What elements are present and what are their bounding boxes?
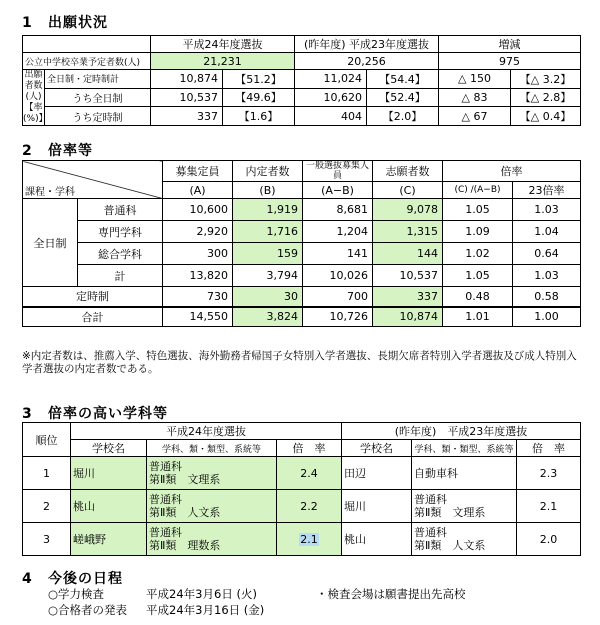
row-label: 総合学科 [78, 243, 163, 265]
section-title: 倍率等 [48, 143, 93, 159]
school-cell: 堀川 [342, 490, 412, 523]
value-cell: 10,874 [151, 70, 223, 89]
school-cell: 桃山 [342, 523, 412, 556]
row-label: うち定時制 [45, 107, 151, 126]
value-cell: 404 [295, 107, 367, 126]
section-number: 1 [22, 15, 33, 31]
rate-cell: 【1.6】 [223, 107, 295, 126]
cell-r23: 1.00 [513, 307, 581, 327]
header-school: 学校名 [71, 440, 147, 457]
school-cell: 堀川 [71, 457, 147, 490]
ratio-cell: 2.1 [517, 490, 581, 523]
cell-c: 1,315 [373, 221, 443, 243]
value-cell: △ 67 [439, 107, 511, 126]
section-number: 3 [22, 406, 33, 422]
graduates-h24: 21,231 [151, 53, 295, 70]
value-cell: △ 150 [439, 70, 511, 89]
cell-ab: 700 [303, 287, 373, 307]
section-1-heading [22, 12, 108, 32]
cell-ab: 1,204 [303, 221, 373, 243]
cell-r23: 1.03 [513, 265, 581, 287]
rank-cell: 3 [23, 523, 71, 556]
cell-a: 2,920 [163, 221, 233, 243]
cell-b: 3,824 [233, 307, 303, 327]
schedule-item: ○合格者の発表 平成24年3月16日 (金) [48, 602, 466, 618]
cell-c: 9,078 [373, 199, 443, 221]
schedule-item-name: 学力検査 [58, 587, 105, 601]
header-school: 学校名 [342, 440, 412, 457]
graduates-diff: 975 [439, 53, 581, 70]
cell-ratio: 1.05 [443, 199, 513, 221]
ratio-table [22, 160, 581, 327]
subheader-ratio: (C) /(A−B) [443, 182, 513, 199]
value-cell: 10,537 [151, 88, 223, 107]
application-status-table [22, 35, 581, 126]
schedule-date: 平成24年3月16日 (金) [146, 603, 265, 617]
total-label: 合計 [23, 307, 163, 327]
course-cell: 普通科 第Ⅱ類 理数系 [147, 523, 277, 556]
teiji-label: 定時制 [23, 287, 163, 307]
rate-cell: 【51.2】 [223, 70, 295, 89]
schedule-note: ・検査会場は願書提出先高校 [316, 587, 466, 601]
section-number: 2 [22, 143, 33, 159]
applicants-group-label: 出願者数 (人) 【率(%)】 [23, 70, 48, 124]
row-label: 計 [78, 265, 163, 287]
cell-ratio: 1.05 [443, 265, 513, 287]
subheader-c: (C) [373, 182, 443, 199]
cell-a: 730 [163, 287, 233, 307]
value-cell: △ 83 [439, 88, 511, 107]
subheader-a: (A) [163, 182, 233, 199]
section-title: 今後の日程 [48, 571, 123, 587]
school-cell: 桃山 [71, 490, 147, 523]
header-rank: 順位 [23, 423, 71, 457]
header-boshu: 募集定員 [163, 161, 233, 182]
cell-b: 3,794 [233, 265, 303, 287]
rate-cell: 【△ 2.8】 [511, 88, 581, 107]
selected-value: 2.1 [300, 532, 318, 546]
section-number: 4 [22, 571, 33, 587]
cell-c: 144 [373, 243, 443, 265]
rate-cell: 【49.6】 [223, 88, 295, 107]
cell-ratio: 1.01 [443, 307, 513, 327]
cell-a: 10,600 [163, 199, 233, 221]
section-title: 倍率の高い学科等 [48, 406, 168, 422]
course-cell: 自動車科 [412, 457, 517, 490]
rate-cell: 【2.0】 [367, 107, 439, 126]
schedule-date: 平成24年3月6日 (火) [146, 587, 257, 601]
naitei-footnote: ※内定者数は、推薦入学、特色選抜、海外勤務者帰国子女特別入学者選抜、長期欠席者特別入学者選抜及び成人特別入学者選抜の内定者数である。 [22, 350, 577, 375]
school-cell: 田辺 [342, 457, 412, 490]
header-course: 学科、類・類型、系統等 [412, 440, 517, 457]
header-h24: 平成24年度選抜 [71, 423, 342, 440]
cell-r23: 1.04 [513, 221, 581, 243]
cell-b: 1,919 [233, 199, 303, 221]
header-ratio: 倍 率 [517, 440, 581, 457]
rate-cell: 【△ 3.2】 [511, 70, 581, 89]
schedule-list [48, 586, 466, 618]
corner-header: 課程・学科 [23, 161, 163, 199]
row-label: 専門学科 [78, 221, 163, 243]
school-cell: 嵯峨野 [71, 523, 147, 556]
cell-ab: 8,681 [303, 199, 373, 221]
course-cell: 普通科 第Ⅱ類 人文系 [147, 490, 277, 523]
cell-r23: 0.64 [513, 243, 581, 265]
section-3-heading [22, 403, 168, 423]
ratio-cell [277, 523, 342, 556]
ratio-cell: 2.4 [277, 457, 342, 490]
cell-ab: 10,026 [303, 265, 373, 287]
header-ratio: 倍 率 [277, 440, 342, 457]
row-label: うち全日制 [45, 88, 151, 107]
zennichi-label: 全日制 [23, 199, 78, 287]
cell-ab: 10,726 [303, 307, 373, 327]
subheader-b: (B) [233, 182, 303, 199]
cell-ratio: 1.09 [443, 221, 513, 243]
header-bairitsu: 倍率 [443, 161, 581, 182]
header-naitei: 内定者数 [233, 161, 303, 182]
section-2-heading [22, 140, 93, 160]
value-cell: 10,620 [295, 88, 367, 107]
section-title: 出願状況 [48, 15, 108, 31]
ratio-cell: 2.3 [517, 457, 581, 490]
cell-c: 337 [373, 287, 443, 307]
graduates-h23: 20,256 [295, 53, 439, 70]
cell-b: 30 [233, 287, 303, 307]
schedule-item-name: 合格者の発表 [58, 603, 128, 617]
header-diff: 増減 [439, 36, 581, 53]
rate-cell: 【54.4】 [367, 70, 439, 89]
cell-r23: 0.58 [513, 287, 581, 307]
cell-a: 300 [163, 243, 233, 265]
cell-a: 14,550 [163, 307, 233, 327]
rate-cell: 【52.4】 [367, 88, 439, 107]
header-shigan: 志願者数 [373, 161, 443, 182]
cell-b: 1,716 [233, 221, 303, 243]
header-h23: (昨年度) 平成23年度選抜 [295, 36, 439, 53]
rank-cell: 1 [23, 457, 71, 490]
graduates-label: 公立中学校卒業予定者数(人) [23, 53, 151, 70]
value-cell: 337 [151, 107, 223, 126]
cell-r23: 1.03 [513, 199, 581, 221]
cell-a: 13,820 [163, 265, 233, 287]
ratio-cell: 2.0 [517, 523, 581, 556]
header-course: 学科、類・類型、系統等 [147, 440, 277, 457]
row-label: 全日制・定時制計 [45, 70, 151, 89]
ratio-cell: 2.2 [277, 490, 342, 523]
cell-ab: 141 [303, 243, 373, 265]
section-4-heading [22, 568, 123, 588]
row-label: 普通科 [78, 199, 163, 221]
cell-ratio: 0.48 [443, 287, 513, 307]
rate-cell: 【△ 0.4】 [511, 107, 581, 126]
header-h24: 平成24年度選抜 [151, 36, 295, 53]
course-cell: 普通科 第Ⅱ類 人文系 [412, 523, 517, 556]
top-ratio-table [22, 422, 581, 556]
header-h23: (昨年度) 平成23年度選抜 [342, 423, 581, 440]
schedule-item: ○学力検査 平成24年3月6日 (火) ・検査会場は願書提出先高校 [48, 587, 466, 601]
cell-b: 159 [233, 243, 303, 265]
value-cell: 11,024 [295, 70, 367, 89]
cell-c: 10,537 [373, 265, 443, 287]
course-cell: 普通科 第Ⅱ類 文理系 [412, 490, 517, 523]
subheader-ab: (A−B) [303, 182, 373, 199]
course-cell: 普通科 第Ⅱ類 文理系 [147, 457, 277, 490]
rank-cell: 2 [23, 490, 71, 523]
cell-ratio: 1.02 [443, 243, 513, 265]
cell-c: 10,874 [373, 307, 443, 327]
header-ippan: 一般選抜募集人員 [303, 161, 373, 182]
subheader-23: 23倍率 [513, 182, 581, 199]
